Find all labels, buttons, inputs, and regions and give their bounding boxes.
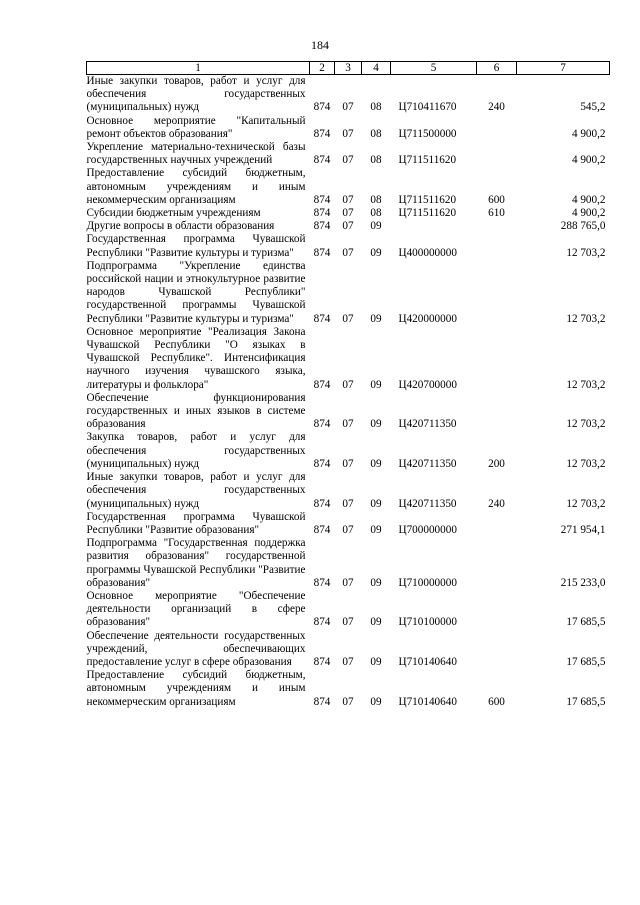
ministry-code: 874: [313, 246, 331, 259]
ministry-code: 874: [313, 616, 331, 629]
target-article-code: Ц700000000: [398, 523, 457, 536]
ministry-code: 874: [313, 523, 331, 536]
ministry-code: 874: [313, 457, 331, 470]
section-code: 07: [342, 154, 354, 167]
section-code: 07: [342, 457, 354, 470]
table-row: [87, 115, 610, 141]
amount: 17 685,5: [566, 655, 606, 668]
section-code: 07: [342, 695, 354, 708]
expense-type-code: 200: [488, 457, 505, 470]
table-body: [87, 75, 610, 709]
row-name: Основное мероприятие "Реализация Закона Чувашской Республики "О языках в Чувашской Республике". Интенсификация научного изучения чувашского языка, литературы и фольклора": [86, 325, 306, 391]
row-name: Укрепление материально-технической базы государственных научных учреждений: [86, 141, 306, 167]
subsection-code: 08: [370, 101, 382, 114]
row-name: Субсидии бюджетным учреждениям: [86, 207, 261, 220]
table-row: [87, 431, 610, 471]
row-name: Государственная программа Чувашской Республики "Развитие культуры и туризма": [86, 233, 306, 259]
column-header: 6: [477, 62, 517, 75]
amount: 545,2: [580, 101, 606, 114]
section-code: 07: [342, 616, 354, 629]
subsection-code: 09: [370, 616, 382, 629]
expense-type-code: 600: [488, 695, 505, 708]
target-article-code: Ц711500000: [398, 127, 457, 140]
subsection-code: 09: [370, 655, 382, 668]
target-article-code: Ц400000000: [398, 246, 457, 259]
subsection-code: 09: [370, 246, 382, 259]
expense-type-code: 240: [488, 101, 505, 114]
ministry-code: 874: [313, 312, 331, 325]
ministry-code: 874: [313, 576, 331, 589]
amount: 12 703,2: [566, 497, 606, 510]
table-row: [87, 630, 610, 670]
table-row: [87, 141, 610, 167]
ministry-code: 874: [313, 101, 331, 114]
expense-type-code: [477, 537, 517, 590]
table-header-row: [87, 62, 610, 75]
target-article-code: Ц711511620: [398, 207, 457, 220]
row-name: Иные закупки товаров, работ и услуг для обеспечения государственных (муниципальных) нужд: [86, 471, 306, 510]
expense-type-code: [477, 590, 517, 630]
target-article-code: Ц710100000: [398, 616, 457, 629]
target-article-code: Ц710411670: [398, 101, 457, 114]
amount: 4 900,2: [571, 207, 606, 220]
budget-table: [86, 61, 610, 709]
amount: 288 765,0: [560, 220, 606, 233]
ministry-code: 874: [313, 207, 331, 220]
table-row: [87, 669, 610, 709]
section-code: 07: [342, 312, 354, 325]
row-name: Обеспечение деятельности государственных учреждений, обеспечивающих предоставление услуг в сфере образования: [86, 629, 306, 668]
section-code: 07: [342, 127, 354, 140]
subsection-code: 09: [370, 378, 382, 391]
target-article-code: Ц710140640: [398, 655, 457, 668]
row-name: Предоставление субсидий бюджетным, автономным учреждениям и иным некоммерческим организациям: [86, 669, 306, 708]
column-header: 2: [310, 62, 335, 75]
amount: 12 703,2: [566, 246, 606, 259]
ministry-code: 874: [313, 193, 331, 206]
expense-type-code: [477, 511, 517, 537]
ministry-code: 874: [313, 418, 331, 431]
expense-type-code: 600: [488, 193, 505, 206]
amount: 12 703,2: [566, 378, 606, 391]
amount: 12 703,2: [566, 457, 606, 470]
column-header: 4: [362, 62, 391, 75]
ministry-code: 874: [313, 220, 331, 233]
section-code: 07: [342, 418, 354, 431]
table-row: [87, 326, 610, 392]
table-row: [87, 537, 610, 590]
subsection-code: 09: [370, 497, 382, 510]
amount: 4 900,2: [571, 193, 606, 206]
ministry-code: 874: [313, 154, 331, 167]
amount: 12 703,2: [566, 418, 606, 431]
section-code: 07: [342, 246, 354, 259]
target-article-code: Ц420711350: [398, 418, 457, 431]
section-code: 07: [342, 193, 354, 206]
subsection-code: 09: [370, 312, 382, 325]
page-number: 184: [311, 38, 329, 52]
row-name: Предоставление субсидий бюджетным, автономным учреждениям и иным некоммерческим организациям: [86, 167, 306, 206]
table-row: [87, 75, 610, 115]
table-row: [87, 167, 610, 207]
ministry-code: 874: [313, 655, 331, 668]
section-code: 07: [342, 378, 354, 391]
target-article-code: Ц710000000: [398, 576, 457, 589]
section-code: 07: [342, 207, 354, 220]
subsection-code: 08: [370, 193, 382, 206]
column-header: 3: [335, 62, 362, 75]
target-article-code: [391, 220, 477, 233]
row-name: Основное мероприятие "Обеспечение деятельности организаций в сфере образования": [86, 589, 306, 629]
target-article-code: Ц420700000: [398, 378, 457, 391]
expense-type-code: [477, 233, 517, 259]
ministry-code: 874: [313, 695, 331, 708]
target-article-code: Ц711511620: [398, 154, 457, 167]
table-row: [87, 590, 610, 630]
amount: 4 900,2: [571, 154, 606, 167]
row-name: Государственная программа Чувашской Республики "Развитие образования": [86, 510, 306, 536]
target-article-code: Ц711511620: [398, 193, 457, 206]
table-row: [87, 260, 610, 326]
target-article-code: Ц420711350: [398, 497, 457, 510]
table-row: [87, 207, 610, 220]
ministry-code: 874: [313, 378, 331, 391]
amount: 12 703,2: [566, 312, 606, 325]
section-code: 07: [342, 497, 354, 510]
table-row: [87, 233, 610, 259]
subsection-code: 08: [370, 207, 382, 220]
row-name: Подпрограмма "Государственная поддержка развития образования" государственной программы Чувашской Республики "Развитие образования": [86, 537, 306, 589]
section-code: 07: [342, 220, 354, 233]
expense-type-code: [477, 260, 517, 326]
amount: 271 954,1: [560, 523, 606, 536]
expense-type-code: [477, 630, 517, 670]
expense-type-code: [477, 141, 517, 167]
target-article-code: Ц710140640: [398, 695, 457, 708]
amount: 17 685,5: [566, 616, 606, 629]
expense-type-code: 610: [488, 207, 505, 220]
ministry-code: 874: [313, 497, 331, 510]
subsection-code: 08: [370, 127, 382, 140]
row-name: Основное мероприятие "Капитальный ремонт объектов образования": [86, 114, 306, 140]
section-code: 07: [342, 101, 354, 114]
expense-type-code: 240: [488, 497, 505, 510]
subsection-code: 08: [370, 154, 382, 167]
ministry-code: 874: [313, 127, 331, 140]
column-header: 1: [87, 62, 310, 75]
target-article-code: Ц420711350: [398, 457, 457, 470]
section-code: 07: [342, 523, 354, 536]
section-code: 07: [342, 655, 354, 668]
subsection-code: 09: [370, 523, 382, 536]
expense-type-code: [477, 115, 517, 141]
subsection-code: 09: [370, 220, 382, 233]
amount: 215 233,0: [560, 576, 606, 589]
row-name: Иные закупки товаров, работ и услуг для обеспечения государственных (муниципальных) нужд: [86, 75, 306, 114]
row-name: Обеспечение функционирования государственных и иных языков в системе образования: [86, 391, 306, 431]
section-code: 07: [342, 576, 354, 589]
row-name: Закупка товаров, работ и услуг для обеспечения государственных (муниципальных) нужд: [86, 431, 306, 470]
table-row: [87, 220, 610, 233]
table-row: [87, 392, 610, 432]
subsection-code: 09: [370, 418, 382, 431]
subsection-code: 09: [370, 457, 382, 470]
subsection-code: 09: [370, 576, 382, 589]
expense-type-code: [477, 220, 517, 233]
subsection-code: 09: [370, 695, 382, 708]
expense-type-code: [477, 326, 517, 392]
table-row: [87, 471, 610, 511]
row-name: Другие вопросы в области образования: [86, 220, 275, 233]
row-name: Подпрограмма "Укрепление единства российской нации и этнокультурное развитие народов Чувашской Республики" государственной программы Чувашской Республики "Развитие культуры и туризма": [86, 259, 306, 325]
column-header: 5: [391, 62, 477, 75]
target-article-code: Ц420000000: [398, 312, 457, 325]
column-header: 7: [517, 62, 610, 75]
amount: 17 685,5: [566, 695, 606, 708]
expense-type-code: [477, 392, 517, 432]
amount: 4 900,2: [571, 127, 606, 140]
table-row: [87, 511, 610, 537]
